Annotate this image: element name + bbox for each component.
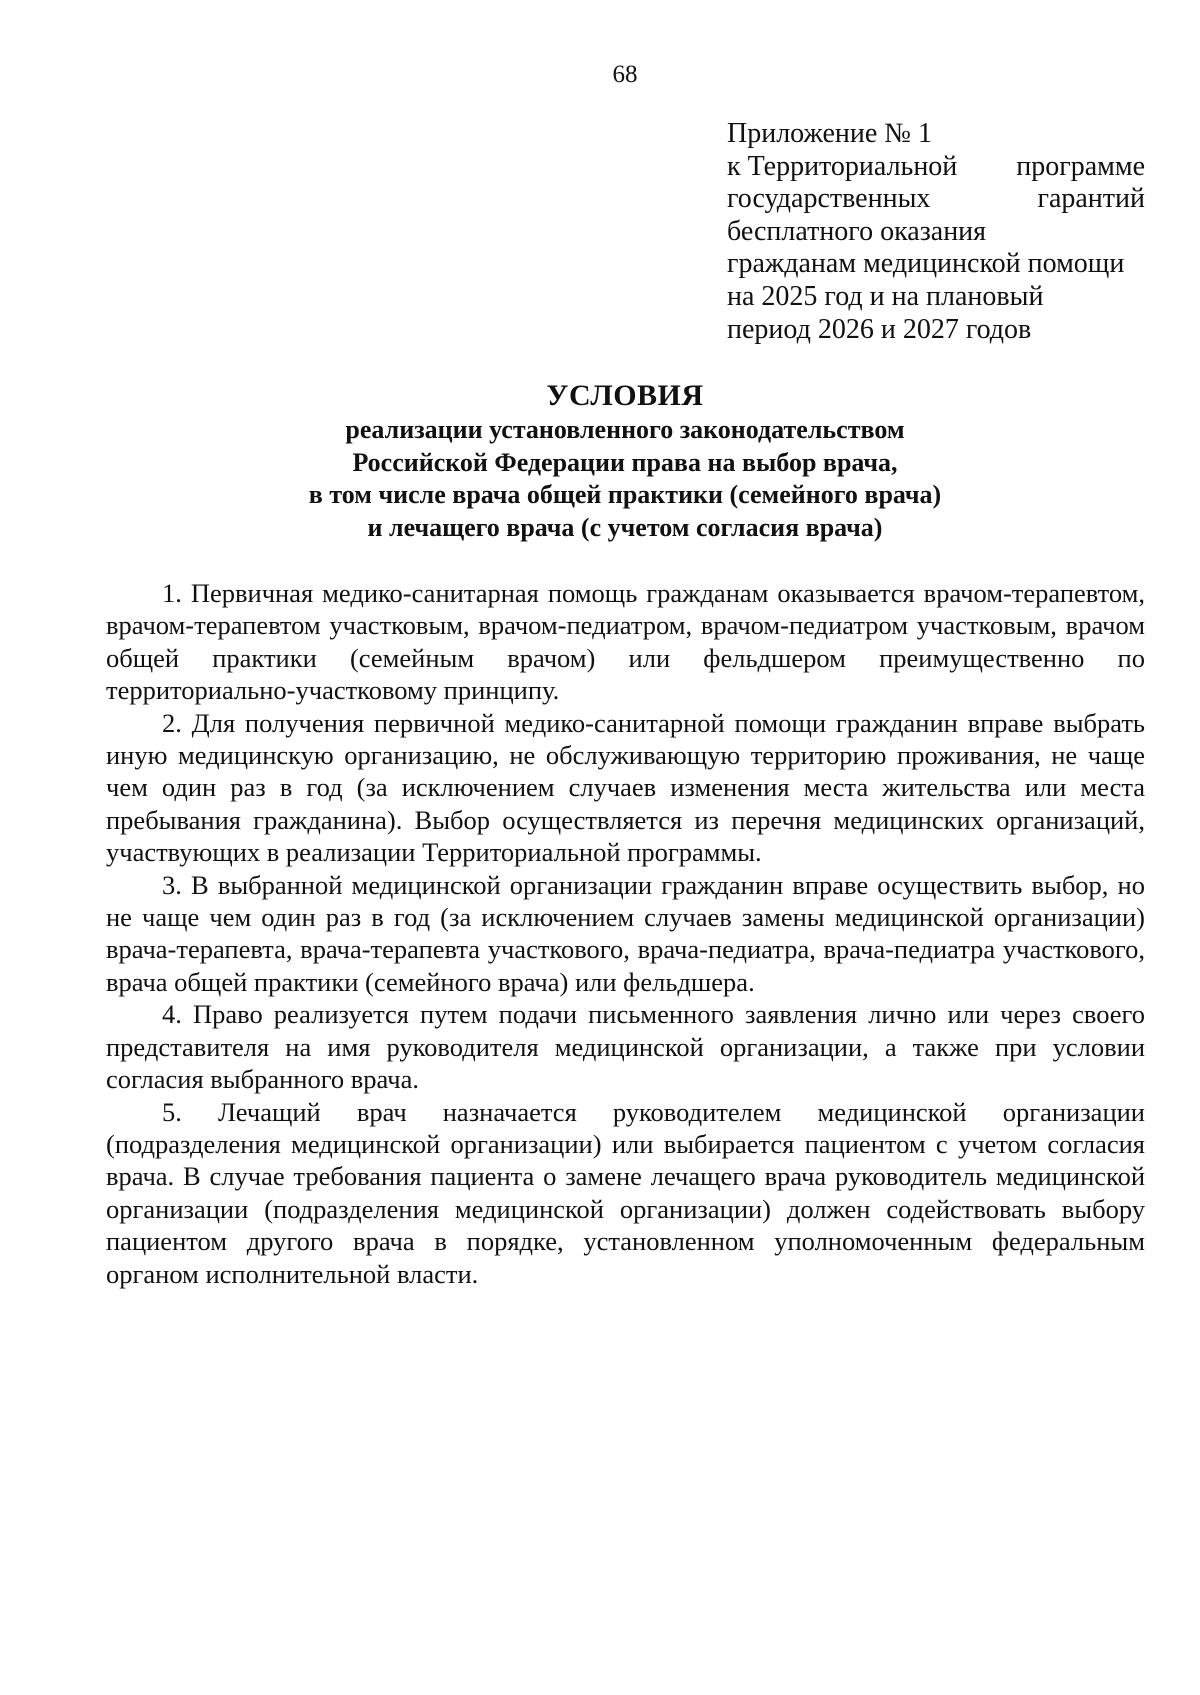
- paragraph-3: 3. В выбранной медицинской организации гражданин вправе осуществить выбор, но не чаще чем один раз в год (за исключением случаев замены медицинской организации) врача-терапевта, врача-терапевта участкового, врача-педиатра, врача-педиатра участкового, врача общей практики (семейного врача) или фельдшера.: [106, 869, 1145, 997]
- annex-line-3-left: государственных: [727, 183, 931, 215]
- annex-line-6: на 2025 год и на плановый: [727, 280, 1044, 312]
- paragraph-4: 4. Право реализуется путем подачи письменного заявления лично или через своего представителя на имя руководителя медицинской организации, а также при условии согласия выбранного врача.: [106, 999, 1145, 1095]
- annex-line-3-right: гарантий: [1037, 183, 1145, 215]
- annex-line-2-left: к Территориальной: [727, 150, 958, 182]
- annex-line-2: [727, 151, 1145, 184]
- title-subtitle-line-2: Российской Федерации права на выбор врача,: [352, 447, 898, 477]
- annex-line-2-right: программе: [1016, 150, 1145, 182]
- annex-line-4: бесплатного оказания: [727, 215, 987, 247]
- title-subtitle-line-1: реализации установленного законодательством: [345, 415, 905, 444]
- annex-line-5: гражданам медицинской помощи: [727, 248, 1125, 280]
- annex-line-3: [727, 183, 1145, 216]
- paragraph-2: 2. Для получения первичной медико-санитарной помощи гражданин вправе выбрать иную медицинскую организацию, не обслуживающую территорию проживания, не чаще чем один раз в год (за исключением случаев изменения места жительства или места пребывания гражданина). Выбор осуществляется из перечня медицинских организаций, участвующих в реализации Территориальной программы.: [106, 707, 1145, 868]
- title-subtitle-line-3: в том числе врача общей практики (семейного врача): [308, 480, 942, 509]
- title-subtitle-line-4: и лечащего врача (с учетом согласия врача): [367, 512, 883, 542]
- page-number: 68: [612, 61, 638, 88]
- title-main: УСЛОВИЯ: [546, 379, 704, 412]
- annex-line-7: период 2026 и 2027 годов: [727, 313, 1032, 345]
- annex-line-1: Приложение № 1: [727, 118, 932, 149]
- annex-header: [727, 118, 1145, 346]
- paragraph-1: 1. Первичная медико-санитарная помощь гражданам оказывается врачом-терапевтом, врачом-терапевтом участковым, врачом-педиатром, врачом-педиатром участковым, врачом общей практики (семейным врачом) или фельдшером преимущественно по территориально-участковому принципу.: [106, 578, 1145, 706]
- document-body: [106, 577, 1145, 1290]
- paragraph-5: 5. Лечащий врач назначается руководителем медицинской организации (подразделения медицинской организации) или выбирается пациентом с учетом согласия врача. В случае требования пациента о замене лечащего врача руководитель медицинской организации (подразделения медицинской организации) должен содействовать выбору пациентом другого врача в порядке, установленном уполномоченным федеральным органом исполнительной власти.: [106, 1096, 1145, 1289]
- document-title: [0, 378, 1200, 544]
